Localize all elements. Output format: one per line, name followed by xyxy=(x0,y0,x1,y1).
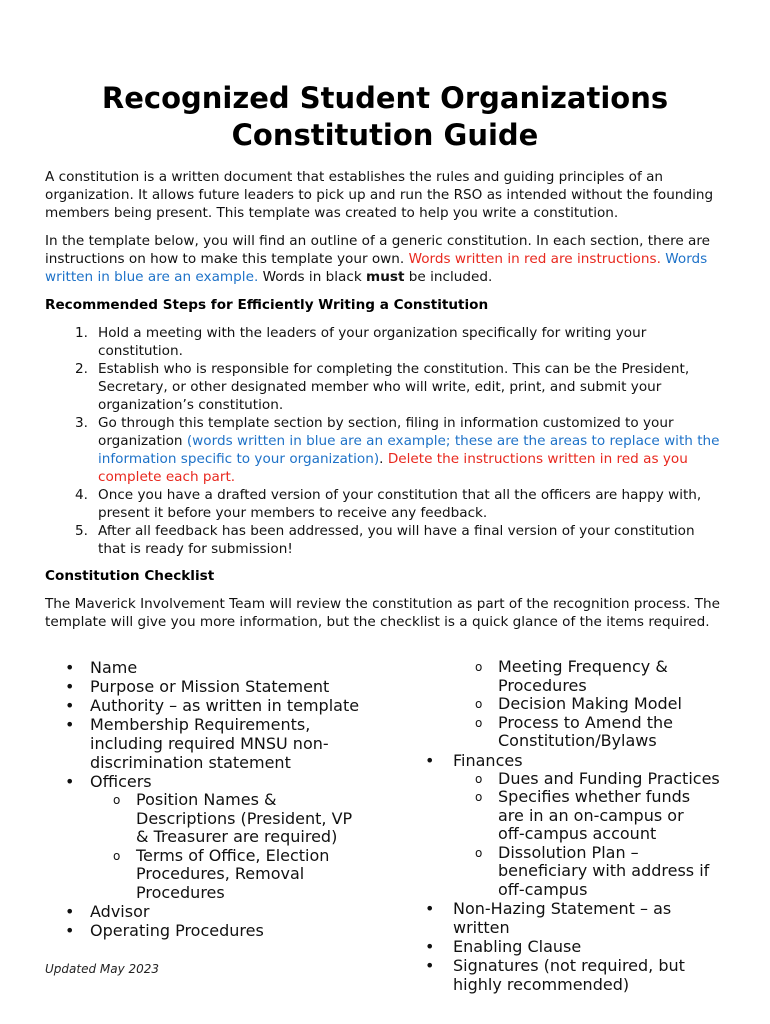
red-instructions-note: Words written in red are instructions. xyxy=(408,251,661,267)
list-item: • Officers xyxy=(65,772,152,791)
checklist-right-column xyxy=(425,658,725,994)
list-item: • Finances xyxy=(425,750,523,770)
list-item: • Operating Procedures xyxy=(65,921,264,940)
list-item: 1. Hold a meeting with the leaders of your organization specifically for writing your constitution. xyxy=(75,325,647,359)
list-item: • Non-Hazing Statement – as written xyxy=(425,899,672,937)
sub-list-item: o Terms of Office, Election Procedures, Removal Procedures xyxy=(113,845,330,902)
sub-list-item: o Dues and Funding Practices xyxy=(475,768,720,788)
list-item: • Name xyxy=(65,658,138,677)
checklist-intro: The Maverick Involvement Team will review the constitution as part of the recognition process. The template will give you more information, but the checklist is a quick glance of the items required. xyxy=(45,596,720,630)
intro-paragraph: A constitution is a written document that establishes the rules and guiding principles of an organization. It allows future leaders to pick up and run the RSO as intended without the founding members being present. This template was created to help you write a constitution. xyxy=(45,169,714,221)
footer-updated-date: Updated May 2023 xyxy=(45,962,160,976)
must-emphasis: must xyxy=(366,269,405,285)
checklist-heading: Constitution Checklist xyxy=(45,568,215,584)
list-item: 3. Go through this template section by section, filing in information customized to your organization (words written in blue are an example; these are the areas to replace with the information specific to your organization). Delete the instructions written in red as you complete each part. xyxy=(75,415,720,485)
sub-list-item: o Specifies whether funds are in an on-campus or off-campus account xyxy=(475,787,691,843)
list-item: • Enabling Clause xyxy=(425,937,582,956)
list-item: 5. After all feedback has been addressed, you will have a final version of your constitution that is ready for submission! xyxy=(75,523,695,557)
list-item: • Membership Requirements, including required MNSU non-discrimination statement xyxy=(65,715,329,772)
checklist-left-column xyxy=(45,658,380,940)
list-item: 4. Once you have a drafted version of your constitution that all the officers are happy with, present it before your members to receive any feedback. xyxy=(75,487,702,521)
sub-list-item: o Decision Making Model xyxy=(475,694,682,713)
title-line-1: Recognized Student Organizations xyxy=(101,81,669,115)
list-item: • Purpose or Mission Statement xyxy=(65,677,330,696)
list-item: • Advisor xyxy=(65,902,150,921)
list-item: • Signatures (not required, but highly recommended) xyxy=(425,956,685,994)
steps-heading: Recommended Steps for Efficiently Writing a Constitution xyxy=(45,297,489,313)
sub-list-item: o Meeting Frequency & Procedures xyxy=(475,657,668,695)
sub-list-item: o Process to Amend the Constitution/Bylaws xyxy=(475,712,673,750)
list-item: • Authority – as written in template xyxy=(65,696,360,715)
title-line-2: Constitution Guide xyxy=(231,118,539,152)
steps-list xyxy=(45,324,725,558)
sub-list-item: o Position Names & Descriptions (President, VP & Treasurer are required) xyxy=(113,790,353,846)
list-item: 2. Establish who is responsible for completing the constitution. This can be the President, Secretary, or other designated member who will write, edit, print, and submit your organization’s constitution. xyxy=(75,361,690,413)
template-paragraph: In the template below, you will find an outline of a generic constitution. In each section, there are instructions on how to make this template your own. Words written in red are instructions. Words written in blue are an example. Words in black must be included. xyxy=(45,233,711,285)
page-title xyxy=(45,80,725,154)
blue-example-note: Words written in blue are an example. xyxy=(45,251,708,285)
sub-list-item: o Dissolution Plan – beneficiary with address if off-campus xyxy=(475,842,710,899)
